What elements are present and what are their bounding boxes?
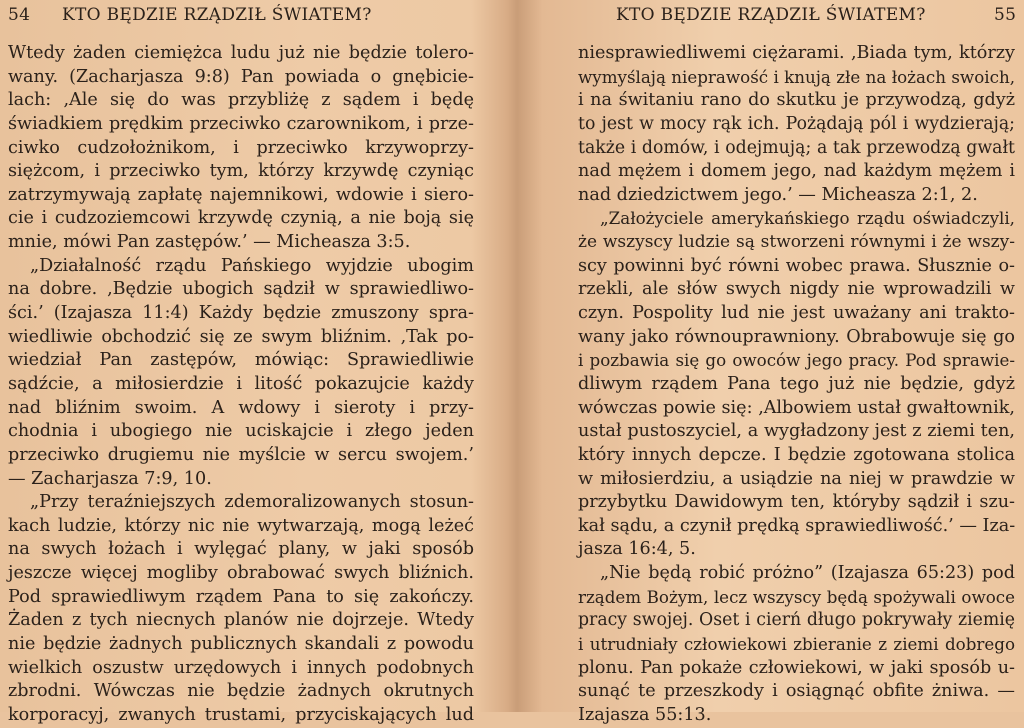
text-line: dliwym rządem Pana tego już nie będzie, gdyż xyxy=(578,373,1015,394)
text-line: Żaden z tych niecnych planów nie dojrzeje. Wtedy xyxy=(8,610,474,631)
text-line: kach ludzie, którzy nic nie wytwarzają, mogą leżeć xyxy=(8,515,474,536)
text-line: na dobre. ‚Będzie ubogich sądził w sprawiedliwo- xyxy=(8,279,474,300)
text-line: zatrzymywają zapłatę najemnikowi, wdowie i siero- xyxy=(8,184,474,205)
text-line: i na świtaniu rano do skutku je przywodzą, gdyż xyxy=(578,90,1015,111)
text-line: wiedział Pan zastępów, mówiąc: Sprawiedliwie xyxy=(8,350,474,371)
text-line: niesprawiedliwemi ciężarami. ‚Biada tym, którzy xyxy=(578,43,1015,63)
text-line: siężcom, i przeciwko tym, którzy krzywdę czyniąc xyxy=(8,161,474,182)
running-title: KTO BĘDZIE RZĄDZIŁ ŚWIATEM? xyxy=(616,5,926,25)
text-line: wielkich oszustw urzędowych i innych podobnych xyxy=(8,657,474,678)
text-line: wany. (Zacharjasza 9:8) Pan powiada o gnębicie- xyxy=(8,66,474,87)
text-line: ści.’ (Izajasza 11:4) Każdy będzie zmuszony spra- xyxy=(8,303,474,324)
text-line: „Działalność rządu Pańskiego wyjdzie ubogim xyxy=(30,255,474,276)
text-line: przeciwko drugiemu nie myślcie w sercu swojem.’ xyxy=(8,444,474,465)
text-line: także i domów, i odejmują; a tak przewodzą gwałt xyxy=(578,137,1015,158)
right-page xyxy=(516,0,1024,725)
left-page xyxy=(0,0,508,725)
text-line: jeszcze więcej mogliby obrabować swych bliźnich. xyxy=(8,563,474,584)
text-line: zbrodni. Wówczas nie będzie żadnych okrutnych xyxy=(8,681,474,702)
text-line: że wszyscy ludzie są stworzeni równymi i że wszy- xyxy=(578,232,1015,253)
text-line: na swych łożach i wylęgać plany, w jaki sposób xyxy=(8,539,474,560)
text-line: czyn. Pospolity lud nie jest uważany ani trakto- xyxy=(578,303,1015,324)
text-line: scy powinni być równi wobec prawa. Słusznie o- xyxy=(578,255,1015,276)
text-line: ustał pustoszyciel, a wygładzony jest z ziemi ten, xyxy=(578,421,1015,442)
text-line: w miłosierdziu, a usiądzie na niej w prawdzie w xyxy=(578,468,1015,489)
text-line: Wtedy żaden ciemiężca ludu już nie będzie tolero- xyxy=(8,43,474,63)
text-line: „Nie będą robić próżno” (Izajasza 65:23) pod xyxy=(600,563,1015,584)
text-line: sunąć te przeszkody i osiągnąć obfite żniwa. — xyxy=(578,681,1015,702)
text-line: sądźcie, a miłosierdzie i litość pokazujcie każdy xyxy=(8,373,474,394)
text-line: wany jako równouprawniony. Obrabowuje się go xyxy=(578,326,1015,347)
text-line: przybytku Dawidowym ten, któryby sądził i szu- xyxy=(578,492,1015,513)
text-line: lach: ‚Ale się do was przybliżę z sądem i będę xyxy=(8,90,474,111)
text-line: pracy swojej. Oset i cierń długo pokrywały ziemię xyxy=(578,610,1015,631)
text-line: jasza 16:4, 5. xyxy=(578,539,696,560)
text-line: nad bliźnim swoim. A wdowy i sieroty i przy- xyxy=(8,397,474,418)
text-line: wówczas powie się: ‚Albowiem ustał gwałtownik, xyxy=(578,397,1015,418)
page-number: 54 xyxy=(8,5,31,25)
running-title: KTO BĘDZIE RZĄDZIŁ ŚWIATEM? xyxy=(62,5,372,25)
text-line: „Przy teraźniejszych zdemoralizowanych stosun- xyxy=(30,492,474,513)
text-line: nie będzie żadnych publicznych skandali z powodu xyxy=(8,634,474,655)
page-text xyxy=(8,42,474,728)
text-line: i pozbawia się go owoców jego pracy. Pod sprawie- xyxy=(578,350,1015,371)
text-line: rządem Bożym, lecz wszyscy będą spożywali owoce xyxy=(578,586,1015,607)
text-line: ciwko cudzołożnikom, i przeciwko krzywoprzy- xyxy=(8,137,474,158)
text-line: cie i cudzoziemcowi krzywdę czynią, a nie boją się xyxy=(8,208,474,229)
text-line: i utrudniały człowiekowi zbieranie z ziemi dobrego xyxy=(578,634,1015,655)
text-line: plonu. Pan pokaże człowiekowi, w jaki sposób u- xyxy=(578,657,1015,678)
text-line: który innych depcze. I będzie zgotowana stolica xyxy=(578,444,1015,465)
page-text xyxy=(578,42,1015,728)
text-line: Pod sprawiedliwym rządem Pana to się zakończy. xyxy=(8,586,474,607)
text-line: chodnia i ubogiego nie uciskajcie i złego jeden xyxy=(8,421,474,442)
text-line: kał sądu, a czynił prędką sprawiedliwość.’ — Iza- xyxy=(578,515,1016,536)
text-line: mnie, mówi Pan zastępów.’ — Micheasza 3:5. xyxy=(8,232,411,253)
text-line: wymyślają nieprawość i knują złe na łożach swoich, xyxy=(578,66,1015,87)
text-line: nad mężem i domem jego, nad każdym mężem i xyxy=(578,161,1015,182)
text-line: „Założyciele amerykańskiego rządu oświadczyli, xyxy=(600,208,1015,229)
text-line: rzekli, ale słów swych nigdy nie wprowadzili w xyxy=(578,279,1015,300)
text-line: wiedliwie obchodzić się ze swym bliźnim. ‚Tak po- xyxy=(8,326,474,347)
text-line: świadkiem prędkim przeciwko czarownikom, i prze- xyxy=(8,113,474,134)
page-number: 55 xyxy=(994,5,1017,25)
text-line: to jest w mocy rąk ich. Pożądają pól i wydzierają; xyxy=(578,113,1015,134)
text-line: — Zacharjasza 7:9, 10. xyxy=(8,468,212,489)
text-line: Izajasza 55:13. xyxy=(578,704,712,725)
text-line: nad dziedzictwem jego.’ — Micheasza 2:1, 2. xyxy=(578,184,978,205)
text-line: korporacyj, zwanych trustami, przyciskających lud xyxy=(8,704,474,725)
